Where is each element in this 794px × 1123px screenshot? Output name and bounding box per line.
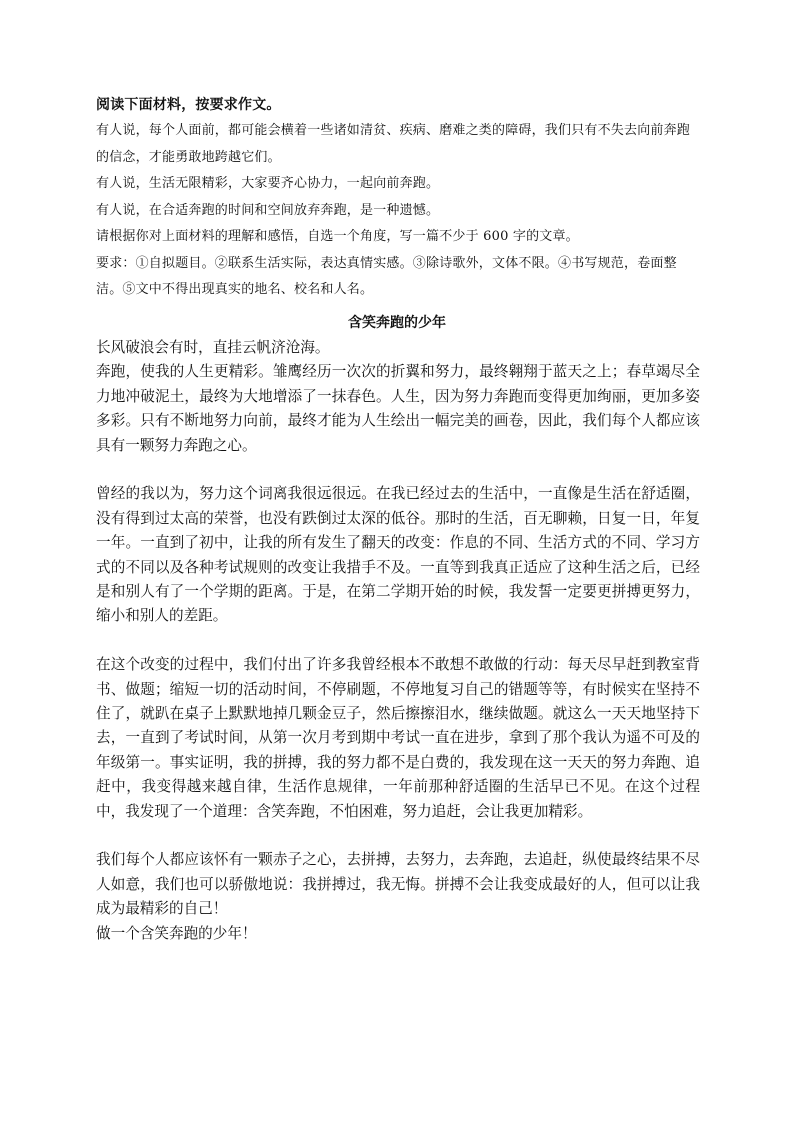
essay-body <box>96 336 700 946</box>
essay-paragraph: 奔跑，使我的人生更精彩。雏鹰经历一次次的折翼和努力，最终翱翔于蓝天之上；春草竭尽全力地冲破泥土，最终为大地增添了一抹春色。人生，因为努力奔跑而变得更加绚丽，更加多姿多彩。只有不断地努力向前，最终才能为人生绘出一幅完美的画卷，因此，我们每个人都应该具有一颗努力奔跑之心。 <box>96 363 700 454</box>
prompt-line: 请根据你对上面材料的理解和感悟，自选一个角度，写一篇不少于 600 字的文章。 <box>96 229 579 244</box>
prompt-line: 有人说，生活无限精彩，大家要齐心协力，一起向前奔跑。 <box>96 176 440 191</box>
essay-title: 含笑奔跑的少年 <box>348 315 446 331</box>
prompt-line: 有人说，每个人面前，都可能会横着一些诸如清贫、疾病、磨难之类的障碍，我们只有不失去向前奔跑的信念，才能勇敢地跨越它们。 <box>96 123 691 165</box>
paragraph-spacer <box>96 824 700 848</box>
essay-paragraph: 我们每个人都应该怀有一颗赤子之心，去拼搏，去努力，去奔跑，去追赶，纵使最终结果不尽人如意，我们也可以骄傲地说：我拼搏过，我无悔。拼搏不会让我变成最好的人，但可以让我成为最精彩的自己！ <box>96 851 700 918</box>
paragraph-spacer <box>96 629 700 653</box>
prompt-requirements: 要求：①自拟题目。②联系生活实际，表达真情实感。③除诗歌外，文体不限。④书写规范，卷面整洁。⑤文中不得出现真实的地名、校名和人名。 <box>96 255 677 297</box>
paragraph-spacer <box>96 458 700 482</box>
prompt-heading: 阅读下面材料，按要求作文。 <box>96 97 281 113</box>
essay-paragraph: 曾经的我以为，努力这个词离我很远很远。在我已经过去的生活中，一直像是生活在舒适圈，没有得到过太高的荣誉，也没有跌倒过太深的低谷。那时的生活，百无聊赖，日复一日，年复一年。一直到了初中，让我的所有发生了翻天的改变：作息的不同、生活方式的不同、学习方式的不同以及各种考试规则的改变让我措手不及。一直等到我真正适应了这种生活之后，已经是和别人有了一个学期的距离。于是，在第二学期开始的时候，我发誓一定要更拼搏更努力，缩小和别人的差距。 <box>96 485 700 625</box>
prompt-line: 有人说，在合适奔跑的时间和空间放弃奔跑，是一种遗憾。 <box>96 202 440 218</box>
writing-prompt <box>96 92 700 304</box>
essay-opening-line: 长风破浪会有时，直挂云帆济沧海。 <box>96 339 330 356</box>
essay-closing-line: 做一个含笑奔跑的少年！ <box>96 924 257 942</box>
essay-paragraph: 在这个改变的过程中，我们付出了许多我曾经根本不敢想不敢做的行动：每天尽早赶到教室背书、做题；缩短一切的活动时间，不停刷题，不停地复习自己的错题等等，有时候实在坚持不住了，就趴在桌子上默默地掉几颗金豆子，然后擦擦泪水，继续做题。就这么一天天地坚持下去，一直到了考试时间，从第一次月考到期中考试一直在进步，拿到了那个我认为遥不可及的年级第一。事实证明，我的拼搏，我的努力都不是白费的，我发现在这一天天的努力奔跑、追赶中，我变得越来越自律，生活作息规律，一年前那种舒适圈的生活早已不见。在这个过程中，我发现了一个道理：含笑奔跑，不怕困难，努力追赶，会让我更加精彩。 <box>96 656 700 820</box>
